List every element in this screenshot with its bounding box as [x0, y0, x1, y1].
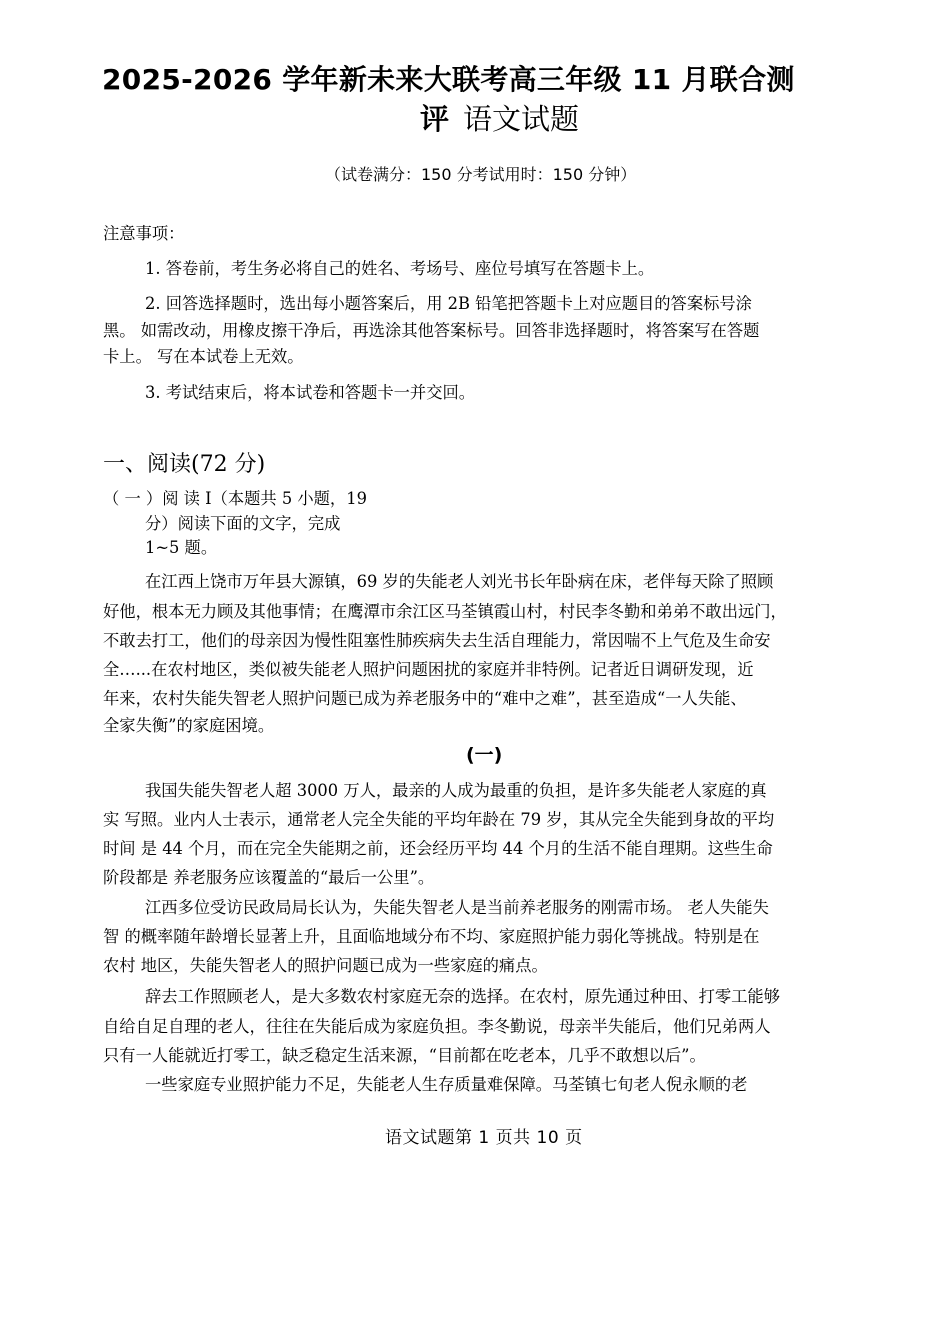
page-footer: 语文试题第 1 页共 10 页 — [385, 1128, 583, 1148]
exam-title-line2 — [420, 97, 579, 138]
notice-item-2-line2: 黑。 如需改动，用橡皮擦干净后，再选涂其他答案标号。回答非选择题时，将答案写在答题 — [103, 321, 760, 340]
passage-line: 自给自足自理的老人，往往在失能后成为家庭负担。李冬勤说，母亲半失能后，他们兄弟两人 — [103, 1017, 771, 1036]
passage-line: 我国失能失智老人超 3000 万人，最亲的人成为最重的负担，是许多失能老人家庭的真 — [145, 781, 767, 800]
notice-item-2-line3: 卡上。 写在本试卷上无效。 — [103, 347, 304, 366]
passage-line: 一些家庭专业照护能力不足，失能老人生存质量难保障。马荃镇七旬老人倪永顺的老 — [145, 1075, 748, 1094]
passage-line: 辞去工作照顾老人，是大多数农村家庭无奈的选择。在农村，原先通过种田、打零工能够 — [145, 987, 780, 1006]
passage-line: 农村 地区，失能失智老人的照护问题已成为一些家庭的痛点。 — [103, 956, 548, 975]
passage-line: 实 写照。业内人士表示，通常老人完全失能的平均年龄在 79 岁，其从完全失能到身故的平均 — [103, 810, 775, 829]
passage-line: 江西多位受访民政局局长认为，失能失智老人是当前养老服务的刚需市场。 老人失能失 — [145, 898, 769, 917]
subsection-line1: （ 一 ）阅 读 Ⅰ（本题共 5 小题，19 — [103, 489, 367, 508]
exam-title-line1: 2025-2026 学年新未来大联考高三年级 11 月联合测 — [102, 63, 795, 96]
exam-subtitle: （试卷满分：150 分考试用时：150 分钟） — [325, 165, 637, 184]
section-title: 一、阅读(72 分) — [103, 452, 266, 477]
notice-heading: 注意事项： — [103, 224, 185, 243]
notice-item-2-line1: 2. 回答选择题时，选出每小题答案后，用 2B 铅笔把答题卡上对应题目的答案标号涂 — [145, 294, 752, 313]
passage-line: 全…...在农村地区，类似被失能老人照护问题困扰的家庭并非特例。记者近日调研发现，近 — [103, 660, 754, 679]
passage-line: 只有一人能就近打零工，缺乏稳定生活来源，“目前都在吃老本，几乎不敢想以后”。 — [103, 1046, 706, 1065]
passage-line: 在江西上饶市万年县大源镇，69 岁的失能老人刘光书长年卧病在床，老伴每天除了照顾 — [145, 572, 774, 591]
subsection-line3: 1~5 题。 — [145, 538, 218, 557]
passage-line: 年来，农村失能失智老人照护问题已成为养老服务中的“难中之难”，甚至造成“一人失能、 — [103, 689, 747, 708]
passage-line: 好他，根本无力顾及其他事情；在鹰潭市余江区马荃镇霞山村，村民李冬勤和弟弟不敢出远门， — [103, 602, 787, 621]
exam-title-bold-char: 评 — [420, 102, 450, 136]
subsection-line2: 分）阅读下面的文字，完成 — [145, 514, 341, 533]
passage-line: 不敢去打工，他们的母亲因为慢性阻塞性肺疾病失去生活自理能力，常因喘不上气危及生命安 — [103, 631, 771, 650]
notice-item-3: 3. 考试结束后，将本试卷和答题卡一并交回。 — [145, 383, 476, 402]
notice-item-1: 1. 答卷前，考生务必将自己的姓名、考场号、座位号填写在答题卡上。 — [145, 259, 655, 278]
passage-line: 智 的概率随年龄增长显著上升，且面临地域分布不均、家庭照护能力弱化等挑战。特别是在 — [103, 927, 760, 946]
passage-line: 时间 是 44 个月，而在完全失能期之前，还会经历平均 44 个月的生活不能自理期。这些生命 — [103, 839, 773, 858]
exam-subject: 语文试题 — [463, 102, 580, 136]
part-heading: (一) — [466, 744, 503, 766]
passage-line: 阶段都是 养老服务应该覆盖的“最后一公里”。 — [103, 868, 435, 887]
passage-line: 全家失衡”的家庭困境。 — [103, 716, 275, 735]
